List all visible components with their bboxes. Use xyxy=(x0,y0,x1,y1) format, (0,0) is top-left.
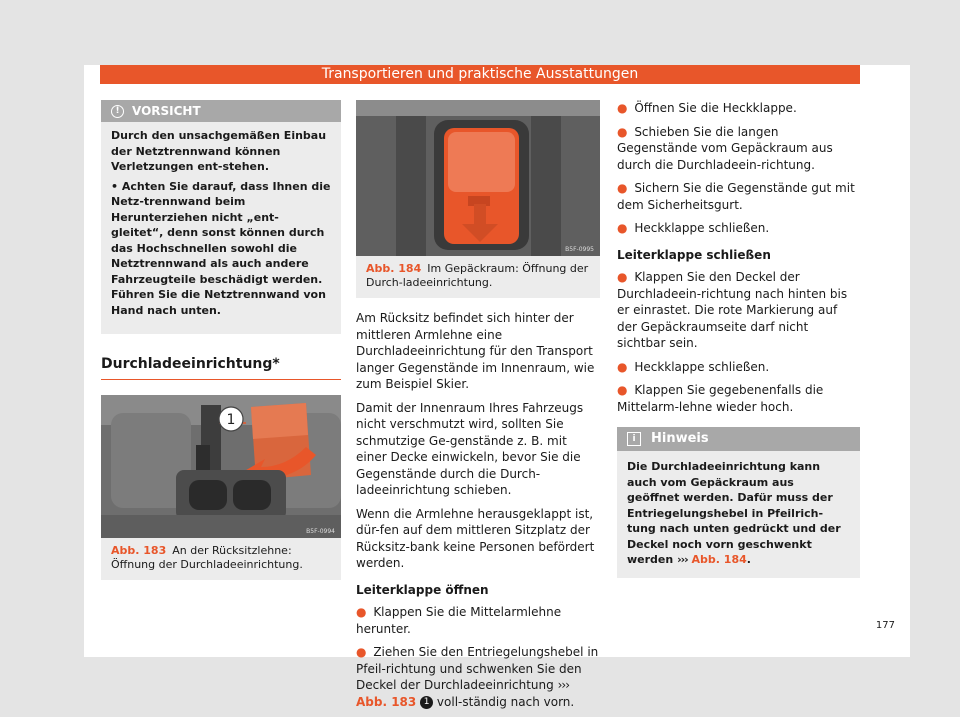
section-heading: Durchladeeinrichtung* xyxy=(101,356,341,380)
bullet-mark: ● xyxy=(617,359,628,374)
callout-number-badge: 1 xyxy=(420,696,433,709)
open-step-2 xyxy=(356,644,600,710)
note-text: Die Durchladeeinrichtung kann auch vom Gepäckraum aus geöffnet werden. Dafür muss der Entriegelungshebel in Pfeilrich-tung nach unten gedrückt und der Deckel noch vorn geschwenkt werden xyxy=(627,460,841,566)
bullet-mark: ● xyxy=(617,181,628,195)
figure-184-label: Abb. 184 xyxy=(366,262,422,275)
open-step-1 xyxy=(356,604,600,637)
body-text-middle xyxy=(356,310,600,710)
page-number: 177 xyxy=(875,620,895,631)
bullet-mark: ● xyxy=(617,101,628,115)
note-header xyxy=(617,427,860,451)
column-middle xyxy=(356,100,600,717)
figure-184-caption-text: Im Gepäckraum: Öffnung der Durch-ladeeinrichtung. xyxy=(366,262,589,289)
caution-box xyxy=(101,100,341,334)
caution-text-1: Durch den unsachgemäßen Einbau der Netztrennwand können Verletzungen ent-stehen. xyxy=(111,129,327,173)
column-left xyxy=(101,100,341,580)
caution-body xyxy=(101,122,341,334)
page-header: Transportieren und praktische Ausstattungen xyxy=(100,65,860,84)
close-step-3 xyxy=(617,382,860,415)
figure-184-code: B5F-0995 xyxy=(565,246,594,253)
open-step-4 xyxy=(617,124,860,174)
close-step-1 xyxy=(617,269,860,352)
bullet-mark: ● xyxy=(617,124,628,139)
bullet-mark: ● xyxy=(356,605,367,619)
caution-header xyxy=(101,100,341,122)
figure-183-caption-text: An der Rücksitzlehne: Öffnung der Durchladeeinrichtung. xyxy=(111,544,303,571)
body-text-right xyxy=(617,100,860,415)
figure-183-image xyxy=(101,395,341,538)
bullet-mark: ● xyxy=(617,383,628,397)
figure-183-label: Abb. 183 xyxy=(111,544,167,557)
open-step-2-text: Ziehen Sie den Entriegelungshebel in Pfeil-richtung und schwenken Sie den Deckel der Durchladeeinrichtung xyxy=(356,645,599,692)
open-step-2-tail: voll-ständig nach vorn. xyxy=(436,694,575,709)
note-box xyxy=(617,427,860,578)
xref-link-abb-183[interactable]: Abb. 183 xyxy=(356,694,417,709)
bullet-mark: ● xyxy=(617,221,628,235)
paragraph-armrest: Wenn die Armlehne herausgeklappt ist, dür-fen auf dem mittleren Sitzplatz der Rücksitz-bank keine Personen befördert werden. xyxy=(356,506,595,570)
figure-183-caption xyxy=(101,538,341,580)
note-xref-arrows: ››› xyxy=(677,553,688,566)
paragraph-intro: Am Rücksitz befindet sich hinter der mittleren Armlehne eine Durchladeeinrichtung für den Transport langer Gegenstände im Innenraum, wie zum Beispiel Skier. xyxy=(356,311,595,391)
caution-title: VORSICHT xyxy=(132,104,201,118)
figure-184-image xyxy=(356,100,600,256)
close-step-1-text: Klappen Sie den Deckel der Durchladeein-richtung nach hinten bis er einrastet. Die rote Markierung auf der Gepäckraumseite darf nicht sichtbar sein. xyxy=(617,270,848,350)
open-step-6 xyxy=(617,220,860,237)
rear-seat-illustration xyxy=(101,395,341,538)
subheading-open: Leiterklappe öffnen xyxy=(356,582,489,597)
caution-bullet-item xyxy=(111,179,331,319)
info-icon: i xyxy=(627,432,641,446)
open-step-5-text: Sichern Sie die Gegenstände gut mit dem Sicherheitsgurt. xyxy=(617,181,855,212)
close-step-3-text: Klappen Sie gegebenenfalls die Mittelarm-lehne wieder hoch. xyxy=(617,383,824,414)
open-step-3 xyxy=(617,100,860,117)
bullet-mark: • xyxy=(111,179,119,193)
xref-arrows: ››› xyxy=(557,678,569,692)
open-step-1-text: Klappen Sie die Mittelarmlehne herunter. xyxy=(356,605,562,636)
note-title: Hinweis xyxy=(651,431,709,446)
note-end: . xyxy=(746,553,751,566)
figure-183-code: B5F-0994 xyxy=(306,528,335,535)
open-step-4-text: Schieben Sie die langen Gegenstände vom Gepäckraum aus durch die Durchladeein-richtung. xyxy=(617,124,833,172)
open-step-3-text: Öffnen Sie die Heckklappe. xyxy=(634,101,797,115)
open-step-5 xyxy=(617,180,860,213)
figure-184-caption xyxy=(356,256,600,298)
xref-link-abb-184[interactable]: Abb. 184 xyxy=(691,553,747,566)
bullet-mark: ● xyxy=(617,270,628,284)
exclamation-circle-icon: ! xyxy=(111,105,124,118)
close-step-2 xyxy=(617,359,860,376)
column-right xyxy=(617,100,860,578)
bullet-mark: ● xyxy=(356,645,367,659)
close-step-2-text: Heckklappe schließen. xyxy=(634,359,770,374)
open-step-6-text: Heckklappe schließen. xyxy=(634,221,770,235)
figure-183-callout: 1 xyxy=(226,412,236,428)
caution-text-2: Achten Sie darauf, dass Ihnen die Netz-trennwand beim Herunterziehen nicht „ent-gleitet“, denn sonst können durch das Hochschnellen sowohl die Netztrennwand als auch andere Fahrzeugteile beschädigt werden. Führen Sie die Netztrennwand von Hand nach unten. xyxy=(111,179,331,317)
trunk-passthrough-illustration xyxy=(356,100,600,256)
note-body xyxy=(617,451,860,578)
subheading-close: Leiterklappe schließen xyxy=(617,247,771,262)
paragraph-dirt: Damit der Innenraum Ihres Fahrzeugs nicht verschmutzt wird, sollten Sie schmutzige Ge-genstände z. B. mit einer Decke einwickeln, bevor Sie die Gegenstände durch die Durch-ladeeinrichtung schieben. xyxy=(356,400,584,497)
